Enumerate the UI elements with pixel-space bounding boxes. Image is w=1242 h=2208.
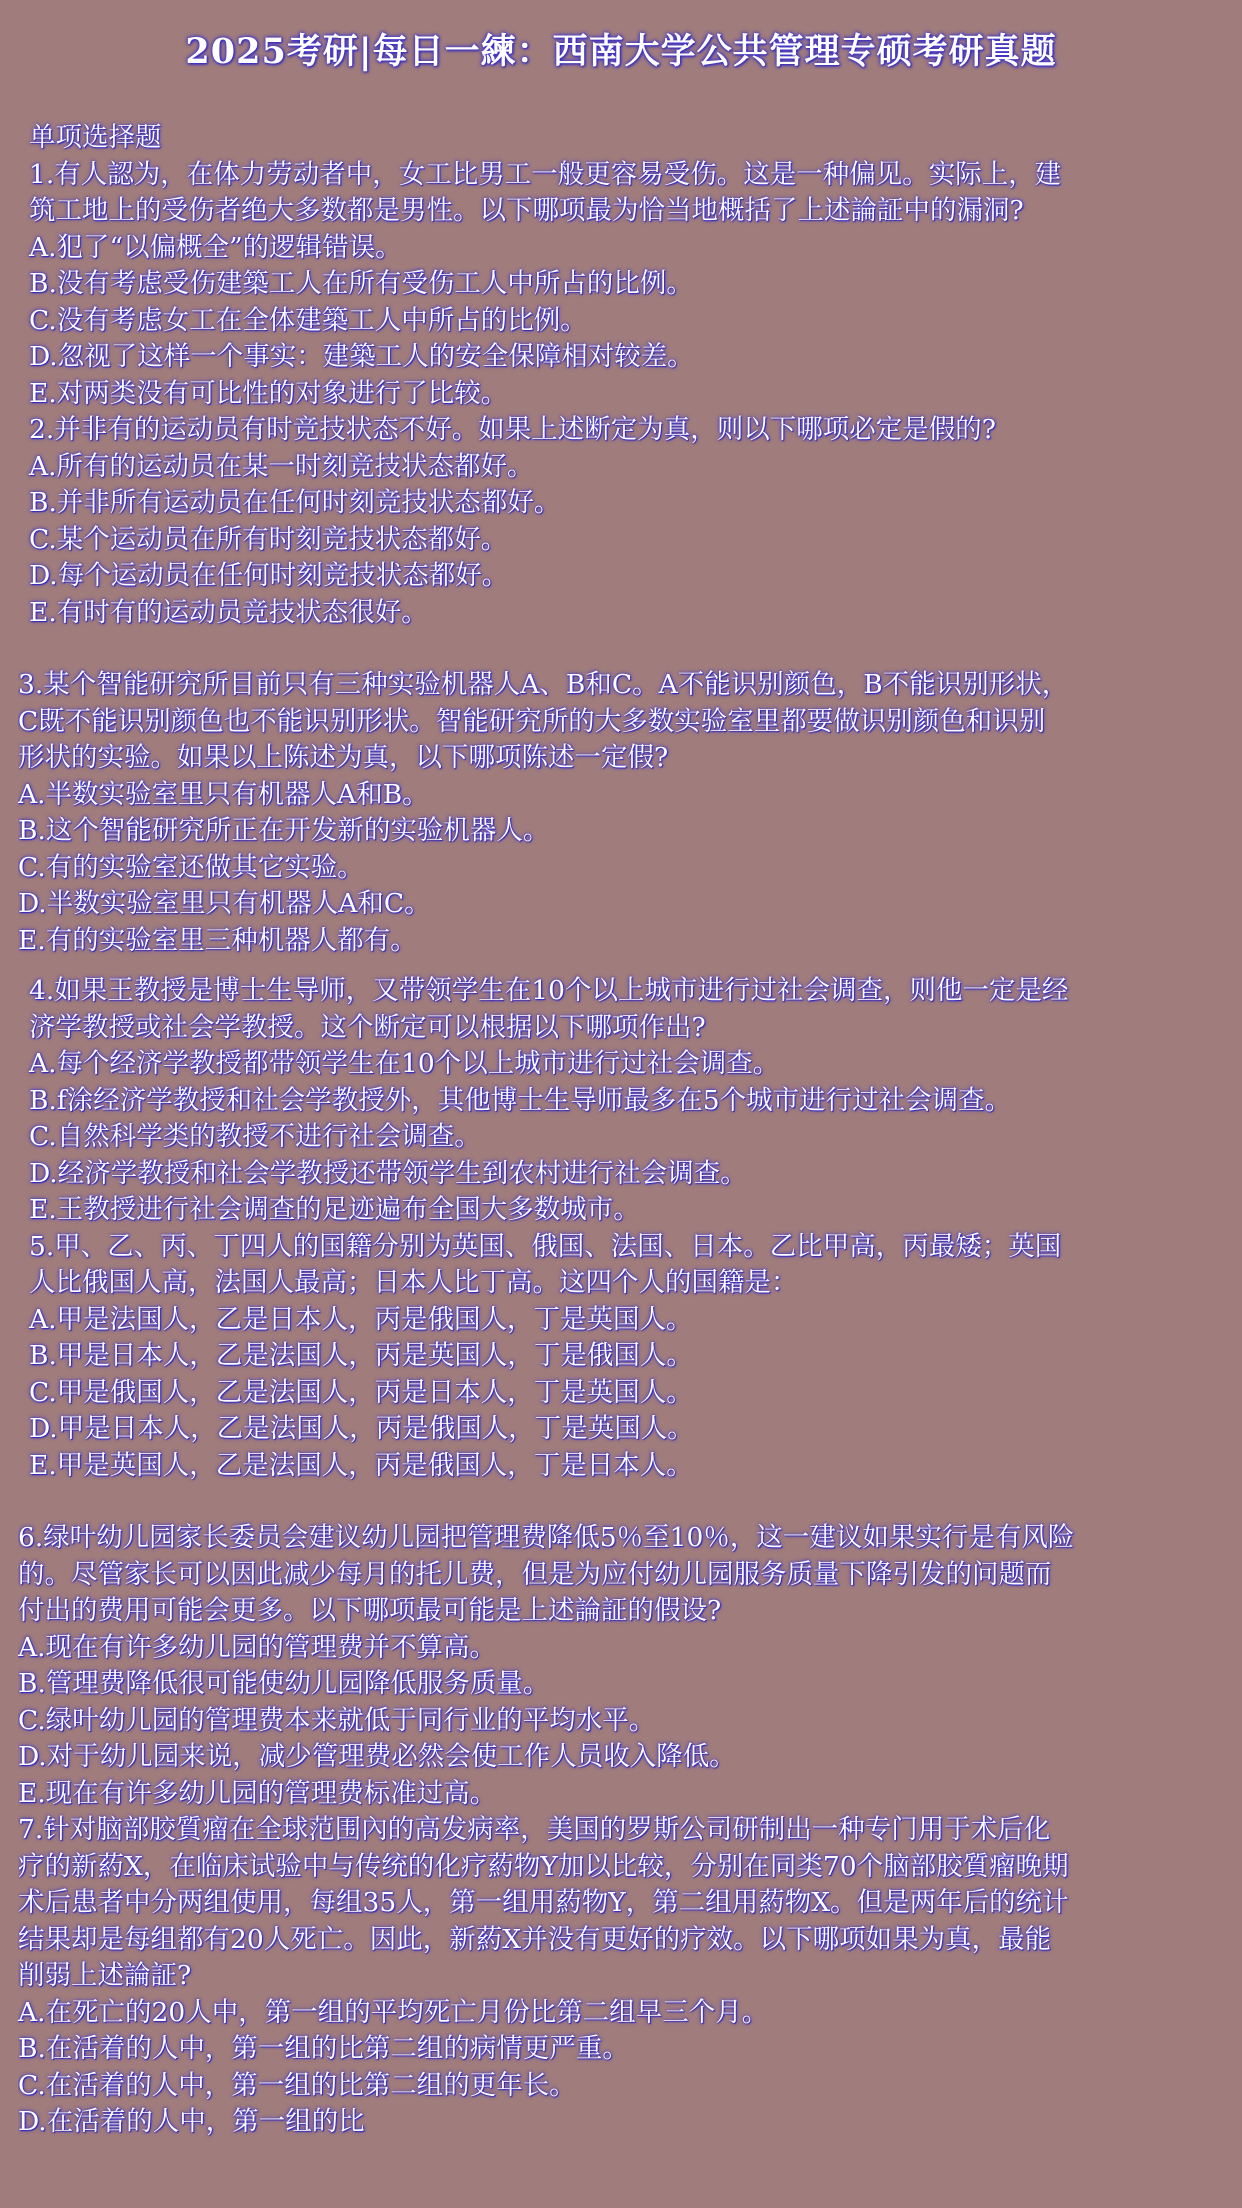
question-line: 结果却是每组都有20人死亡。因此，新葯X并没有更好的疗效。以下哪项如果为真，最能 (18, 1923, 1052, 1955)
option-c: C.在活着的人中，第一组的比第二组的更年长。 (18, 2069, 576, 2101)
question-line: 3.某个智能研究所目前只有三种实验机器人A、B和C。A不能识别颜色，B不能识别形状， (18, 669, 1069, 700)
question-line: 7.针对脑部胶質瘤在全球范围內的高发病率，美国的罗斯公司研制出一种专门用于术后化 (18, 1814, 1051, 1845)
option-b: B.甲是日本人，乙是法国人，丙是英国人，丁是俄国人。 (29, 1340, 693, 1371)
option-c: C.自然科学类的教授不进行社会调查。 (29, 1121, 481, 1152)
question-5 (18, 1229, 1224, 1485)
option-e: E.甲是英国人，乙是法国人，丙是俄国人，丁是日本人。 (29, 1449, 693, 1481)
option-b: B.没有考虑受伤建築工人在所有受伤工人中所占的比例。 (29, 268, 693, 299)
option-e: E.王教授进行社会调查的足迹遍布全国大多数城市。 (29, 1194, 640, 1225)
option-b: B.这个智能研究所正在开发新的实验机器人。 (18, 815, 550, 846)
question-line: 6.绿叶幼儿园家长委员会建议幼儿园把管理费降低5％至10％，这一建议如果实行是有风险 (18, 1522, 1075, 1553)
option-d: D.对于幼儿园来说，减少管理费必然会使工作人员收入降低。 (18, 1741, 736, 1772)
option-d: D.在活着的人中，第一组的比 (18, 2106, 365, 2137)
option-e: E.现在有许多幼儿园的管理费标准过高。 (18, 1777, 497, 1809)
question-line: 疗的新葯X，在临床试验中与传统的化疗葯物Y加以比较，分别在同类70个脑部胶質瘤晚期 (18, 1850, 1069, 1882)
option-d: D.半数实验室里只有机器人A和C。 (18, 888, 431, 919)
question-6 (18, 1520, 1224, 1812)
option-b: B.并非所有运动员在任何时刻竞技状态都好。 (29, 487, 561, 518)
question-3 (18, 667, 1224, 959)
option-c: C.没有考虑女工在全体建築工人中所占的比例。 (29, 304, 587, 336)
option-d: D.忽视了这样一个事实：建築工人的安全保障相对较差。 (29, 341, 694, 372)
option-a: A.甲是法国人，乙是日本人，丙是俄国人，丁是英国人。 (29, 1303, 693, 1335)
section-heading: 单项选择题 (29, 122, 162, 153)
spacer (18, 1484, 1224, 1520)
spacer (18, 959, 1224, 973)
option-e: E.有的实验室里三种机器人都有。 (18, 924, 417, 956)
question-line: 形状的实验。如果以上陈述为真，以下哪项陈述一定假? (18, 742, 669, 773)
question-line: 筑工地上的受伤者绝大多数都是男性。以下哪项最为恰当地概括了上述論証中的漏洞? (29, 195, 1024, 226)
option-c: C.绿叶幼儿园的管理费本来就低于同行业的平均水平。 (18, 1704, 656, 1736)
option-a: A.每个经济学教授都带领学生在10个以上城市进行过社会调查。 (29, 1048, 780, 1079)
question-2 (18, 412, 1224, 631)
option-a: A.在死亡的20人中，第一组的平均死亡月份比第二组早三个月。 (18, 1996, 769, 2028)
question-line: 2.并非有的运动员有时竞技状态不好。如果上述断定为真，则以下哪项必定是假的? (29, 414, 996, 445)
question-line: 削弱上述論証? (18, 1960, 192, 1991)
option-b: B.管理费降低很可能使幼儿园降低服务质量。 (18, 1668, 550, 1699)
option-d: D.甲是日本人，乙是法国人，丙是俄国人，丁是英国人。 (29, 1413, 694, 1444)
question-line: 人比俄国人高，法国人最高；日本人比丁高。这四个人的国籍是： (29, 1267, 798, 1298)
option-a: A.半数实验室里只有机器人A和B。 (18, 778, 429, 810)
question-line: 济学教授或社会学教授。这个断定可以根据以下哪项作出? (29, 1011, 706, 1043)
option-a: A.犯了“以偏概全”的逻辑错误。 (29, 231, 402, 263)
question-line: 的。尽管家长可以因此减少每月的托儿费，但是为应付幼儿园服务质量下降引发的问题而 (18, 1558, 1052, 1590)
option-b: B.在活着的人中，第一组的比第二组的病情更严重。 (18, 2033, 629, 2064)
option-c: C.某个运动员在所有时刻竞技状态都好。 (29, 523, 508, 555)
option-a: A.所有的运动员在某一时刻竞技状态都好。 (29, 450, 534, 482)
spacer (18, 631, 1224, 667)
question-line: 术后患者中分两组使用，每组35人，第一组用葯物Y，第二组用葯物X。但是两年后的统计 (18, 1887, 1069, 1918)
question-1 (18, 157, 1224, 413)
option-c: C.有的实验室还做其它实验。 (18, 851, 364, 883)
question-line: 5.甲、乙、丙、丁四人的国籍分别为英国、俄国、法国、日本。乙比甲高，丙最矮；英国 (29, 1230, 1062, 1262)
question-line: C既不能识别颜色也不能识别形状。智能研究所的大多数实验室里都要做识别颜色和识别 (18, 705, 1046, 737)
option-d: D.每个运动员在任何时刻竞技状态都好。 (29, 560, 509, 591)
question-line: 1.有人認为，在体力劳动者中，女工比男工一般更容易受伤。这是一种偏见。实际上，建 (29, 158, 1062, 190)
option-e: E.对两类没有可比性的对象进行了比较。 (29, 377, 508, 409)
option-b: B.f涂经济学教授和社会学教授外，其他博士生导师最多在5个城市进行过社会调查。 (29, 1084, 1012, 1116)
question-7 (18, 1812, 1224, 2141)
question-4 (18, 973, 1224, 1229)
question-line: 4.如果王教授是博士生导师，又带领学生在10个以上城市进行过社会调查，则他一定是经 (29, 975, 1069, 1006)
page-title: 2025考研|每日一練：西南大学公共管理专硕考研真题 (185, 31, 1057, 72)
option-c: C.甲是俄国人，乙是法国人，丙是日本人，丁是英国人。 (29, 1376, 693, 1408)
option-a: A.现在有许多幼儿园的管理费并不算高。 (18, 1631, 497, 1663)
option-d: D.经济学教授和社会学教授还带领学生到农村进行社会调查。 (29, 1157, 747, 1189)
option-e: E.有时有的运动员竞技状态很好。 (29, 596, 428, 628)
question-list (18, 120, 1224, 2141)
question-line: 付出的费用可能会更多。以下哪项最可能是上述論証的假设? (18, 1595, 722, 1626)
